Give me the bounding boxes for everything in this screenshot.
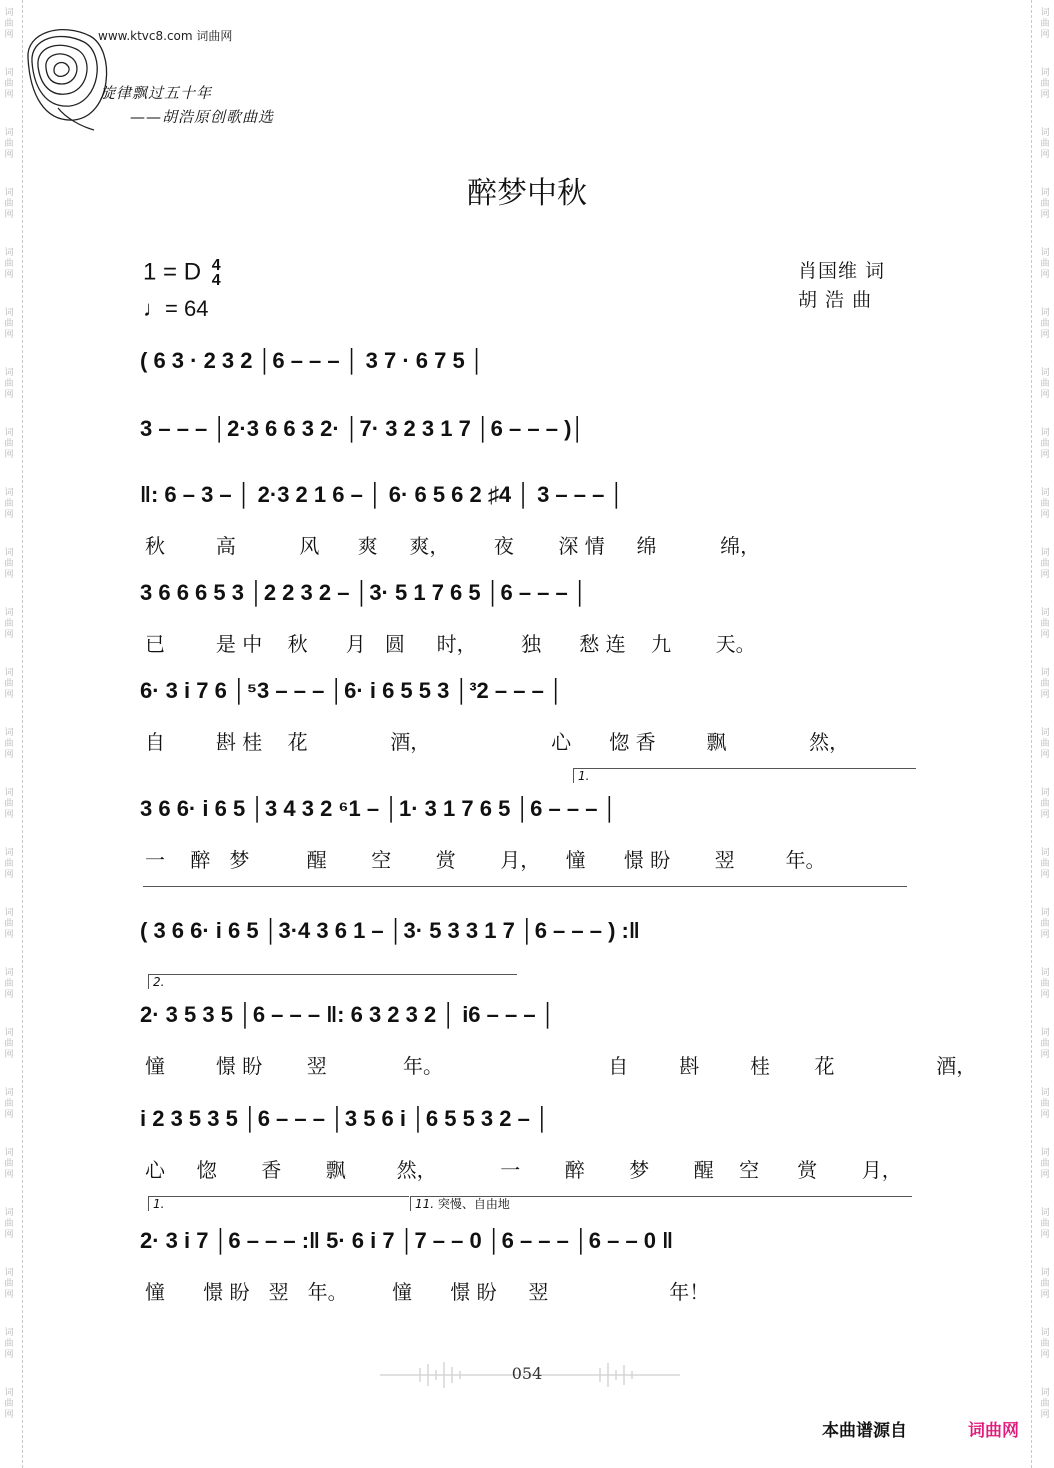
watermark-glyphs: 词 曲 网	[4, 128, 14, 160]
watermark-glyphs: 词 曲 网	[1040, 488, 1050, 520]
song-title: 醉梦中秋	[467, 176, 587, 211]
watermark-glyphs: 词 曲 网	[4, 368, 14, 400]
watermark-glyphs: 词 曲 网	[1040, 1088, 1050, 1120]
watermark-glyphs: 词 曲 网	[1040, 608, 1050, 640]
right-margin-line	[1031, 0, 1032, 1468]
watermark-glyphs: 词 曲 网	[1040, 8, 1050, 40]
watermark-glyphs: 词 曲 网	[4, 968, 14, 1000]
volta-first-label: 1.	[578, 769, 590, 783]
notation-row: ( 3 6 6· i 6 5 │3·4 3 6 1 – │3· 5 3 3 1 7 │6 – – – ) :‖	[140, 918, 640, 943]
volta-first-ending	[573, 768, 916, 783]
notation-row: 3 6 6 6 5 3 │2 2 3 2 – │3· 5 1 7 6 5 │6 – – – │	[140, 580, 588, 605]
time-signature	[212, 258, 221, 288]
watermark-glyphs: 词 曲 网	[1040, 1268, 1050, 1300]
lyrics-row: 自 斟 桂 花 酒， 心 惚 香 飘 然，	[145, 730, 850, 754]
watermark-glyphs: 词 曲 网	[4, 1208, 14, 1240]
volta-second-ending	[148, 974, 517, 989]
watermark-glyphs: 词 曲 网	[1040, 68, 1050, 100]
watermark-glyphs: 词 曲 网	[4, 548, 14, 580]
volta-final-first	[148, 1196, 409, 1211]
notation-row: i 2 3 5 3 5 │6 – – – │3 5 6 i │6 5 5 3 2 – │	[140, 1106, 550, 1131]
watermark-glyphs: 词 曲 网	[4, 788, 14, 820]
notation-row: 2· 3 i 7 │6 – – – :‖ 5· 6 i 7 │7 – – 0 │6 – – – │6 – – 0 ‖	[140, 1228, 674, 1253]
notation-row: ‖: 6 – 3 – │ 2·3 2 1 6 – │ 6· 6 5 6 2 ♯4 │ 3 – – – │	[140, 482, 625, 507]
watermark-glyphs: 词 曲 网	[4, 248, 14, 280]
watermark-glyphs: 词 曲 网	[1040, 248, 1050, 280]
lyricist-credit: 肖国维 词	[798, 260, 886, 282]
key-signature	[143, 258, 221, 288]
watermark-glyphs: 词 曲 网	[4, 608, 14, 640]
watermark-glyphs: 词 曲 网	[1040, 308, 1050, 340]
composer-credit: 胡 浩 曲	[798, 289, 873, 311]
tempo-marking: ♩= 64	[143, 296, 209, 321]
source-brand-link[interactable]: 词曲网	[968, 1421, 1019, 1441]
watermark-glyphs: 词 曲 网	[1040, 908, 1050, 940]
notation-row: 2· 3 5 3 5 │6 – – – ‖: 6 3 2 3 2 │ i6 – – – │	[140, 1002, 556, 1027]
watermark-glyphs: 词 曲 网	[1040, 968, 1050, 1000]
volta-second-label: 2.	[153, 975, 165, 989]
watermark-glyphs: 词 曲 网	[4, 8, 14, 40]
watermark-glyphs: 词 曲 网	[1040, 668, 1050, 700]
volta-final-first-label: 1.	[153, 1197, 165, 1211]
watermark-glyphs: 词 曲 网	[1040, 188, 1050, 220]
page-number: 054	[511, 1364, 543, 1383]
watermark-glyphs: 词 曲 网	[4, 1328, 14, 1360]
volta-final-second	[410, 1196, 912, 1211]
collection-subtitle: ——胡浩原创歌曲选	[130, 108, 275, 126]
watermark-glyphs: 词 曲 网	[4, 68, 14, 100]
watermark-glyphs: 词 曲 网	[4, 1268, 14, 1300]
collection-title: 旋律飘过五十年	[100, 84, 213, 102]
notation-row: 3 6 6· i 6 5 │3 4 3 2 ⁶1 – │1· 3 1 7 6 5 │6 – – – │	[140, 796, 618, 821]
tempo-direction: 突慢、自由地	[437, 1197, 510, 1211]
watermark-glyphs: 词 曲 网	[4, 668, 14, 700]
lyrics-row: 秋 高 风 爽 爽， 夜 深 情 绵 绵，	[145, 534, 761, 558]
key-label: 1 = D	[143, 258, 202, 286]
watermark-glyphs: 词 曲 网	[1040, 428, 1050, 460]
watermark-glyphs: 词 曲 网	[1040, 1028, 1050, 1060]
watermark-glyphs: 词 曲 网	[4, 1148, 14, 1180]
watermark-glyphs: 词 曲 网	[4, 488, 14, 520]
time-top: 4	[211, 257, 221, 274]
lyrics-row: 已 是 中 秋 月 圆 时， 独 愁 连 九 天。	[145, 632, 756, 656]
watermark-glyphs: 词 曲 网	[1040, 1328, 1050, 1360]
site-url: www.ktvc8.com 词曲网	[98, 29, 233, 43]
watermark-glyphs: 词 曲 网	[1040, 1208, 1050, 1240]
left-margin-line	[22, 0, 23, 1468]
watermark-glyphs: 词 曲 网	[4, 1028, 14, 1060]
lyrics-row: 一 醉 梦 醒 空 赏 月， 憧 憬 盼 翌 年。	[145, 848, 826, 872]
lyrics-row: 憧 憬 盼 翌 年。 憧 憬 盼 翌 年！	[145, 1280, 710, 1304]
watermark-glyphs: 词 曲 网	[4, 308, 14, 340]
bracket-line	[143, 886, 907, 887]
watermark-glyphs: 词 曲 网	[1040, 728, 1050, 760]
volta-final-second-label: 11.	[415, 1197, 435, 1211]
source-label: 本曲谱源自	[822, 1421, 907, 1441]
notation-row: 3 – – – │2·3 6 6 3 2· │7· 3 2 3 1 7 │6 – – – )│	[140, 416, 586, 441]
watermark-glyphs: 词 曲 网	[4, 1388, 14, 1420]
watermark-glyphs: 词 曲 网	[4, 1088, 14, 1120]
lyrics-row: 心 惚 香 飘 然， 一 醉 梦 醒 空 赏 月，	[145, 1158, 902, 1182]
watermark-glyphs: 词 曲 网	[1040, 848, 1050, 880]
watermark-glyphs: 词 曲 网	[1040, 128, 1050, 160]
watermark-glyphs: 词 曲 网	[1040, 548, 1050, 580]
lyrics-row: 憧 憬 盼 翌 年。 自 斟 桂 花 酒，	[145, 1054, 977, 1078]
watermark-glyphs: 词 曲 网	[1040, 368, 1050, 400]
notation-row: ( 6 3 · 2 3 2 │6 – – – │ 3 7 · 6 7 5 │	[140, 348, 485, 373]
watermark-glyphs: 词 曲 网	[1040, 788, 1050, 820]
watermark-glyphs: 词 曲 网	[4, 908, 14, 940]
watermark-glyphs: 词 曲 网	[4, 728, 14, 760]
time-bottom: 4	[211, 272, 221, 289]
watermark-glyphs: 词 曲 网	[4, 188, 14, 220]
watermark-glyphs: 词 曲 网	[4, 428, 14, 460]
watermark-glyphs: 词 曲 网	[1040, 1388, 1050, 1420]
watermark-glyphs: 词 曲 网	[4, 848, 14, 880]
watermark-glyphs: 词 曲 网	[1040, 1148, 1050, 1180]
notation-row: 6· 3 i 7 6 │⁵3 – – – │6· i 6 5 5 3 │³2 – – – │	[140, 678, 564, 703]
